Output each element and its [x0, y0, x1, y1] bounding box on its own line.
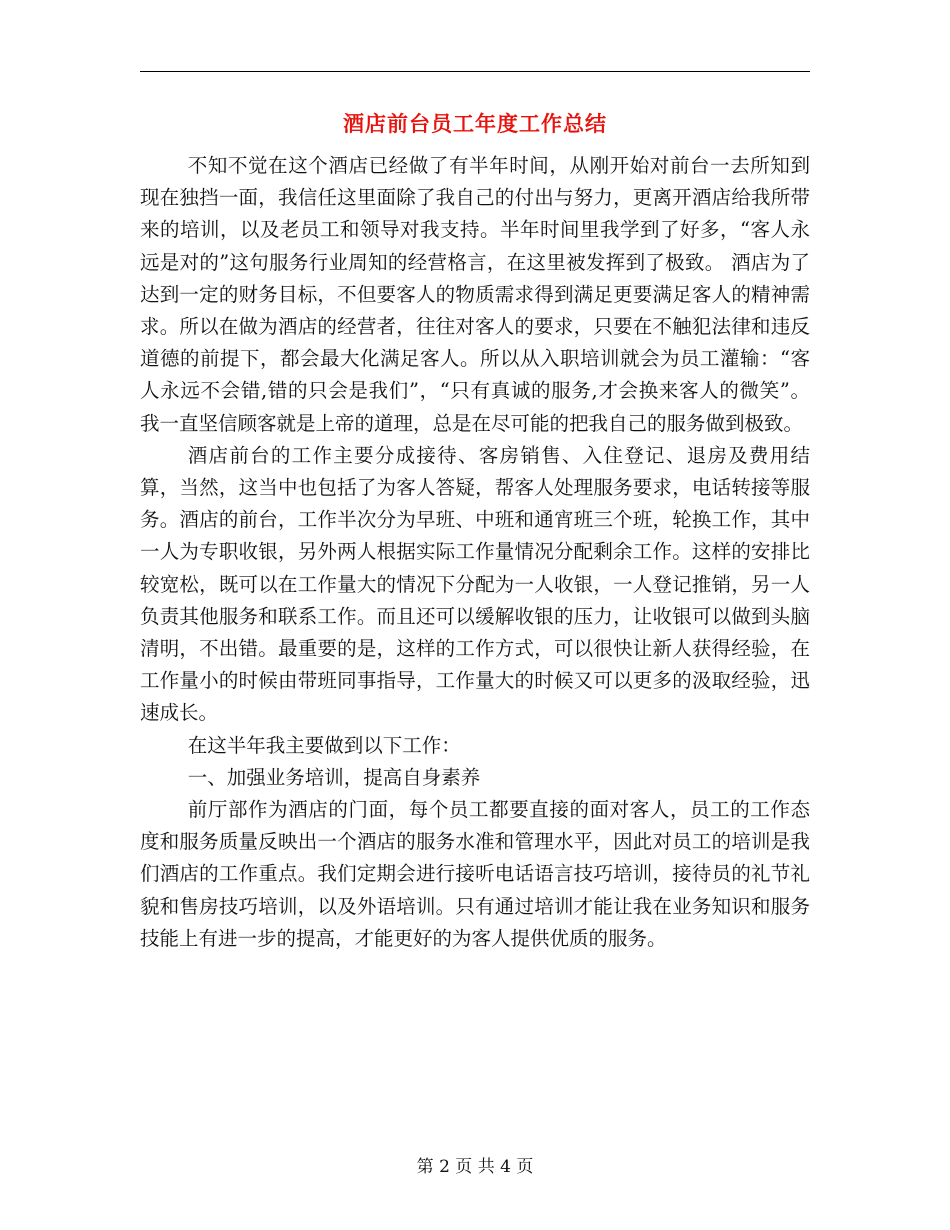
- paragraph-duties: 酒店前台的工作主要分成接待、客房销售、入住登记、退房及费用结算，当然，这当中也包括了为客人答疑，帮客人处理服务要求，电话转接等服务。酒店的前台，工作半次分为早班、中班和通宵班三个班，轮换工作，其中一人为专职收银，另外两人根据实际工作量情况分配剩余工作。这样的安排比较宽松，既可以在工作量大的情况下分配为一人收银，一人登记推销，另一人负责其他服务和联系工作。而且还可以缓解收银的压力，让收银可以做到头脑清明，不出错。最重要的是，这样的工作方式，可以很快让新人获得经验，在工作量小的时候由带班同事指导，工作量大的时候又可以更多的汲取经验，迅速成长。: [140, 443, 810, 725]
- document-title: 酒店前台员工年度工作总结: [343, 111, 607, 136]
- paragraph-work-lead: 在这半年我主要做到以下工作：: [187, 733, 461, 757]
- section-heading-training: 一、加强业务培训，提高自身素养: [187, 765, 481, 789]
- paragraph-intro: 不知不觉在这个酒店已经做了有半年时间，从刚开始对前台一去所知到现在独挡一面，我信任这里面除了我自己的付出与努力，更离开酒店给我所带来的培训，以及老员工和领导对我支持。半年时间里我学到了好多，“客人永远是对的”这句服务行业周知的经营格言，在这里被发挥到了极致。 酒店为了达到一定的财务目标，不但要客人的物质需求得到满足更要满足客人的精神需求。所以在做为酒店的经营者，往往对客人的要求，只要在不触犯法律和违反道德的前提下，都会最大化满足客人。所以从入职培训就会为员工灌输：“客人永远不会错,错的只会是我们”，“只有真诚的服务,才会换来客人的微笑”。 我一直坚信顾客就是上帝的道理，总是在尽可能的把我自己的服务做到极致。: [140, 154, 810, 435]
- page-number-footer: 第 2 页 共 4 页: [416, 1157, 534, 1177]
- paragraph-training: 前厅部作为酒店的门面，每个员工都要直接的面对客人，员工的工作态度和服务质量反映出一个酒店的服务水准和管理水平，因此对员工的培训是我们酒店的工作重点。我们定期会进行接听电话语言技巧培训，接待员的礼节礼貌和售房技巧培训，以及外语培训。只有通过培训才能让我在业务知识和服务技能上有进一步的提高，才能更好的为客人提供优质的服务。: [140, 798, 810, 950]
- header-rule: [140, 71, 810, 72]
- document-body: [140, 150, 810, 955]
